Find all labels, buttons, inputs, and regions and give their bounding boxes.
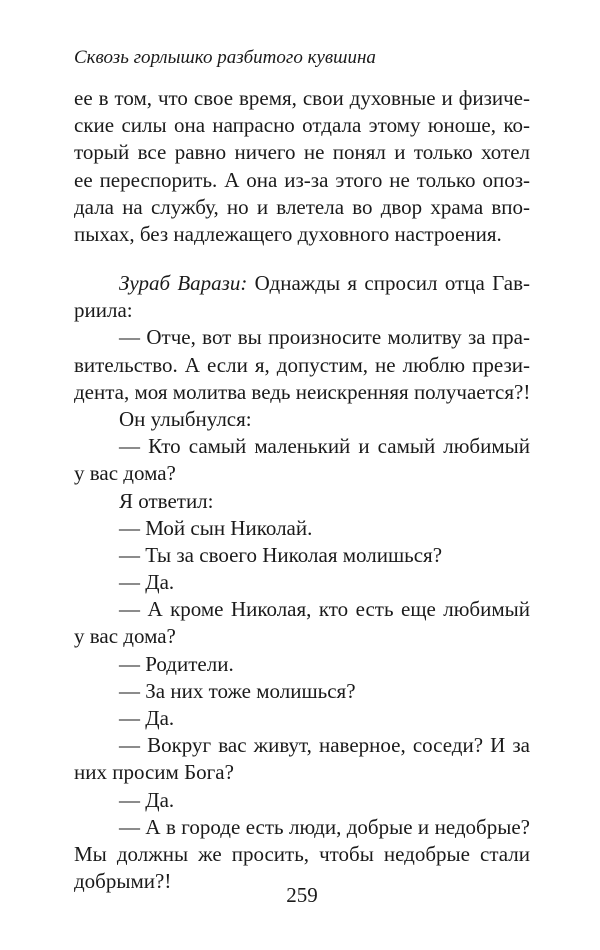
text-line: дала на службу, но и влетела во двор храма впо- (74, 194, 530, 219)
dialogue-section (74, 270, 530, 895)
text-line: у вас дома? (74, 624, 176, 649)
running-head: Сквозь горлышко разбитого кувшина (74, 47, 376, 68)
text-line: ее переспорить. А она из-за этого не только опоз- (74, 167, 530, 192)
text-line: добрыми?! (74, 869, 172, 894)
text-line: — Мой сын Николай. (119, 515, 313, 540)
text-line: Я ответил: (119, 488, 214, 513)
text-line: — Да. (119, 570, 175, 595)
text-line: у вас дома? (74, 461, 176, 486)
text-line: — А в городе есть люди, добрые и недобрые? (119, 814, 530, 839)
text-line: — Да. (119, 787, 175, 812)
page-number: 259 (286, 883, 318, 907)
text-line: торый все равно ничего не понял и только хотел (74, 140, 530, 165)
speaker-name: Зураб Варази: (119, 271, 248, 295)
text-line: — Кто самый маленький и самый любимый (119, 434, 530, 459)
text-line: них просим Бога? (74, 760, 234, 785)
text-line: — Ты за своего Николая молишься? (119, 542, 443, 567)
dialogue-intro-line (74, 270, 530, 297)
text-line: дента, моя молитва ведь неискренняя получается?! (74, 379, 531, 404)
text-line: риила: (74, 298, 133, 323)
text-line: Мы должны же просить, чтобы недобрые стали (74, 841, 530, 866)
paragraph-1 (74, 85, 530, 248)
text-line: — Вокруг вас живут, наверное, соседи? И за (119, 733, 530, 758)
text-line: — Отче, вот вы произносите молитву за пра- (119, 325, 530, 350)
text-line: ские силы она напрасно отдала этому юноше, ко- (74, 113, 530, 138)
book-page (74, 0, 530, 950)
text-line: ее в том, что свое время, свои духовные и физиче- (74, 86, 530, 110)
text-line: — За них тоже молишься? (119, 678, 356, 703)
text-line: — А кроме Николая, кто есть еще любимый (119, 597, 530, 622)
text-line: — Да. (119, 706, 175, 730)
intro-text: Однажды я спросил отца Гав- (247, 271, 530, 295)
text-line: пыхах, без надлежащего духовного настроения. (74, 221, 502, 246)
text-line: — Родители. (119, 651, 234, 676)
text-line: Он улыбнулся: (119, 406, 252, 431)
text-line: вительство. А если я, допустим, не люблю прези- (74, 352, 530, 377)
